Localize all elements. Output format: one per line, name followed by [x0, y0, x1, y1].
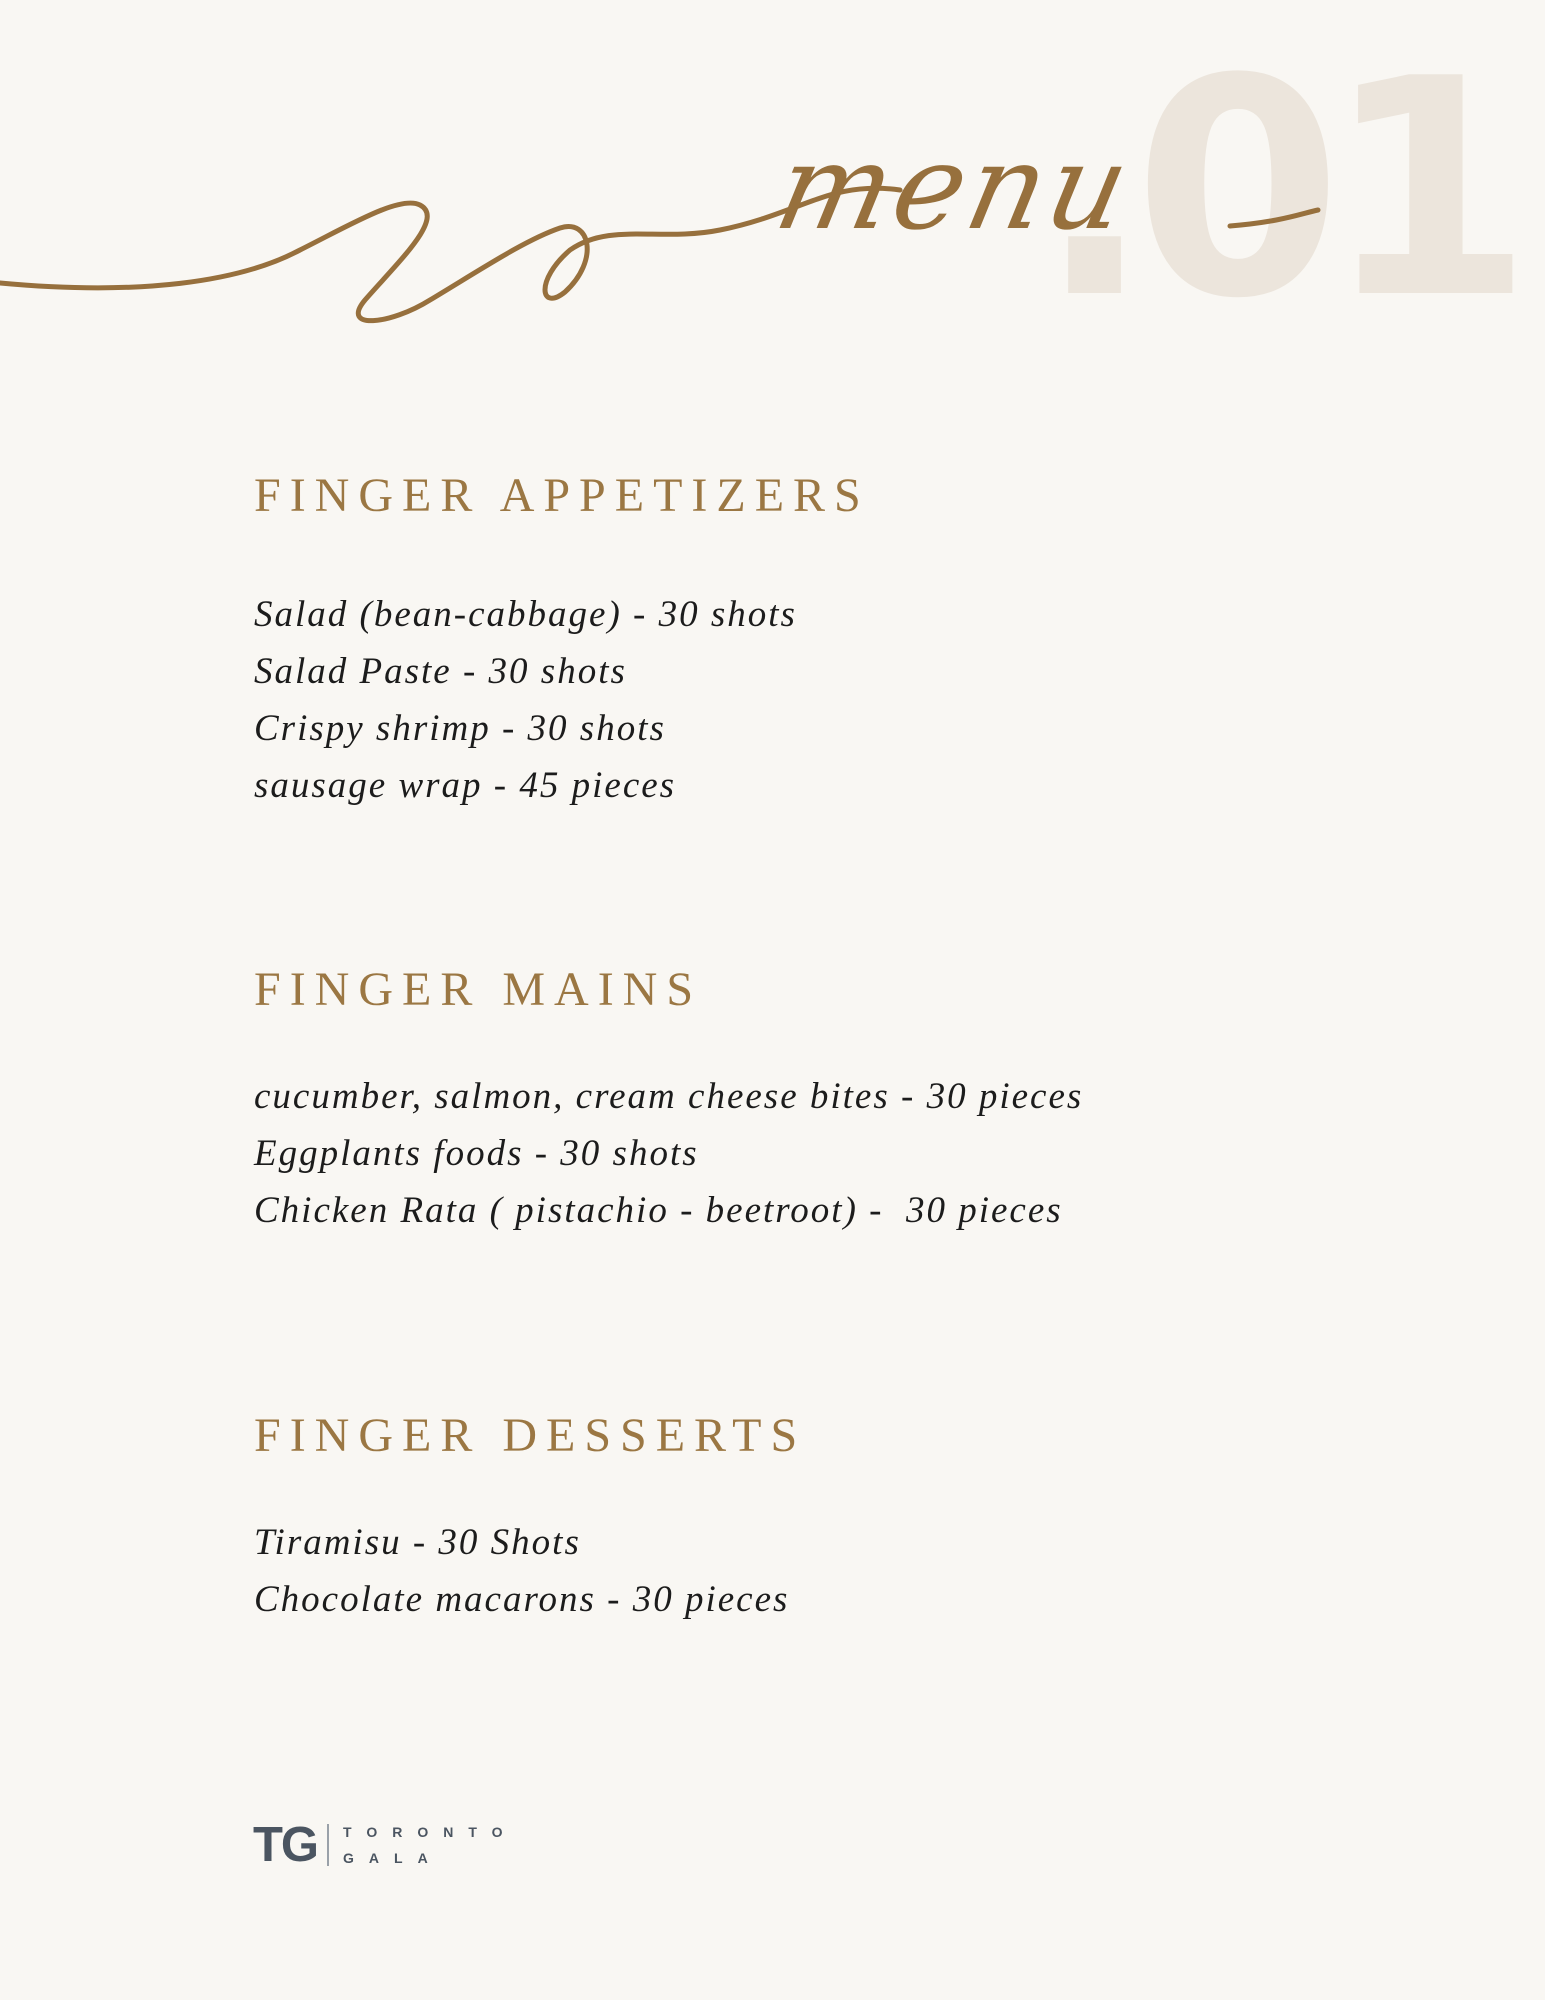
menu-item-list — [254, 1068, 1083, 1239]
menu-item: Salad (bean-cabbage) - 30 shots — [254, 594, 797, 635]
logo-line-toronto: TORONTO — [343, 1824, 518, 1840]
logo-line-gala: GALA — [343, 1850, 443, 1866]
page-number: .01 — [1037, 15, 1515, 364]
menu-item: Eggplants foods - 30 shots — [254, 1133, 699, 1174]
menu-item-list — [254, 586, 870, 814]
logo-wordmark — [343, 1819, 518, 1871]
menu-script-title: menu — [765, 118, 1145, 256]
menu-item: Crispy shrimp - 30 shots — [254, 708, 666, 749]
section-finger-appetizers — [254, 468, 870, 814]
section-title: FINGER MAINS — [254, 963, 703, 1016]
menu-item: sausage wrap - 45 pieces — [254, 765, 677, 806]
section-title: FINGER DESSERTS — [254, 1409, 807, 1462]
menu-item: cucumber, salmon, cream cheese bites - 30 pieces — [254, 1076, 1084, 1117]
menu-item: Tiramisu - 30 Shots — [254, 1522, 581, 1563]
logo-divider — [327, 1824, 329, 1866]
menu-item-list — [254, 1514, 806, 1628]
section-title: FINGER APPETIZERS — [254, 469, 870, 522]
menu-item: Salad Paste - 30 shots — [254, 651, 627, 692]
menu-item: Chicken Rata ( pistachio - beetroot) - 30 pieces — [254, 1190, 1063, 1231]
toronto-gala-logo — [253, 1817, 518, 1872]
section-finger-desserts — [254, 1408, 806, 1628]
section-finger-mains — [254, 962, 1083, 1239]
logo-mark: TG — [253, 1817, 318, 1872]
menu-item: Chocolate macarons - 30 pieces — [254, 1579, 790, 1620]
